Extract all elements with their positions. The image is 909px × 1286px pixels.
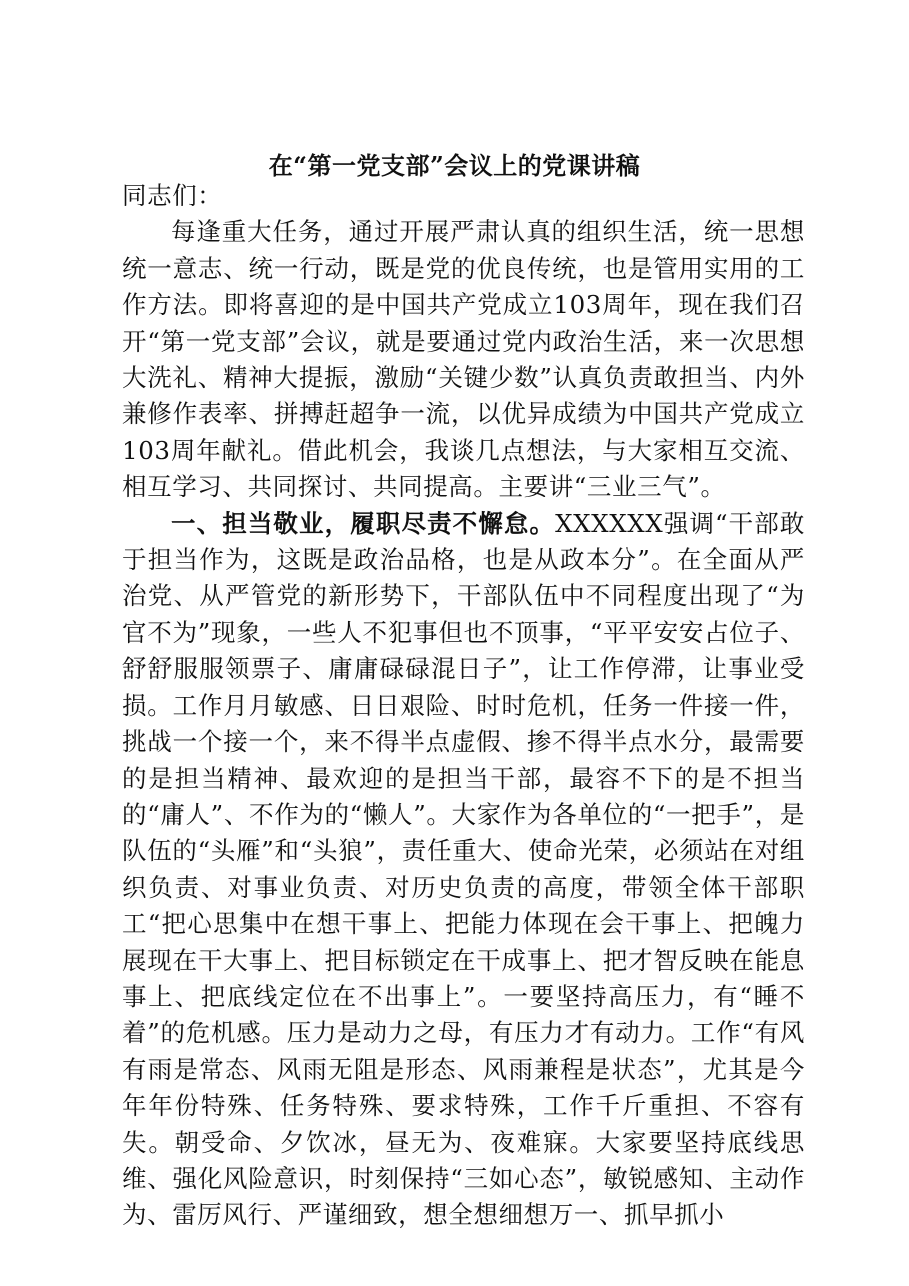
section-heading-1: 一、担当敬业，履职尽责不懈怠。 xyxy=(171,508,556,538)
paragraph-section-1 xyxy=(122,506,805,1234)
section-text-1: XXXXXX强调“干部敢于担当作为，这既是政治品格，也是从政本分”。在全面从严治党、从严管党的新形势下，干部队伍中不同程度出现了“为官不为”现象，一些人不犯事但也不顶事，“平平安安占位子、舒舒服服领票子、庸庸碌碌混日子”，让工作停滞，让事业受损。工作月月敏感、日日艰险、时时危机，任务一件接一件，挑战一个接一个，来不得半点虚假、掺不得半点水分，最需要的是担当精神、最欢迎的是担当干部，最容不下的是不担当的“庸人”、不作为的“懒人”。大家作为各单位的“一把手”，是队伍的“头雁”和“头狼”，责任重大、使命光荣，必须站在对组织负责、对事业负责、对历史负责的高度，带领全体干部职工“把心思集中在想干事上、把能力体现在会干事上、把魄力展现在干大事上、把目标锁定在干成事上、把才智反映在能息事上、把底线定位在不出事上”。一要坚持高压力，有“睡不着”的危机感。压力是动力之母，有压力才有动力。工作“有风有雨是常态、风雨无阻是形态、风雨兼程是状态”，尤其是今年年份特殊、任务特殊、要求特殊，工作千斤重担、不容有失。朝受命、夕饮冰，昼无为、夜难寐。大家要坚持底线思维、强化风险意识，时刻保持“三如心态”，敏锐感知、主动作为、雷厉风行、严谨细致，想全想细想万一、抓早抓小 xyxy=(122,508,805,1230)
salutation: 同志们： xyxy=(122,181,223,210)
document-body xyxy=(122,178,805,1234)
document-title: 在“第一党支部”会议上的党课讲稿 xyxy=(268,151,641,180)
paragraph-intro: 每逢重大任务，通过开展严肃认真的组织生活，统一思想统一意志、统一行动，既是党的优良传统，也是管用实用的工作方法。即将喜迎的是中国共产党成立103周年，现在我们召开“第一党支部”会议，就是要通过党内政治生活，来一次思想大洗礼、精神大提振，激励“关键少数”认真负责敢担当、内外兼修作表率、拼搏赶超争一流，以优异成绩为中国共产党成立103周年献礼。借此机会，我谈几点想法，与大家相互交流、相互学习、共同探讨、共同提高。主要讲“三业三气”。 xyxy=(122,217,805,502)
